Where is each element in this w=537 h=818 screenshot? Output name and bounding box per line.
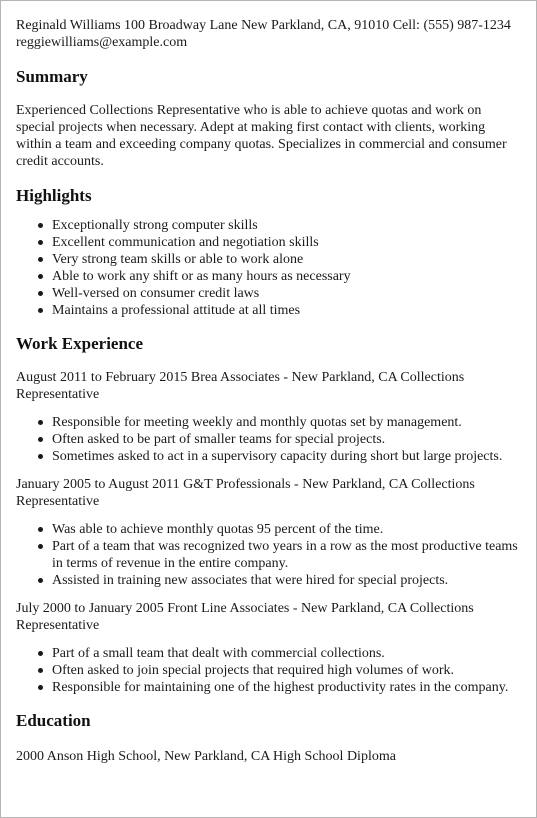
list-item: Exceptionally strong computer skills: [52, 217, 522, 234]
job-title: July 2000 to January 2005 Front Line Associates - New Parkland, CA Collections Representative: [16, 601, 474, 633]
list-item: Often asked to join special projects that required high volumes of work.: [52, 662, 522, 679]
list-item: Excellent communication and negotiation skills: [52, 234, 522, 251]
job-entry: [16, 600, 522, 696]
list-item: Part of a small team that dealt with commercial collections.: [52, 645, 522, 662]
job-title: January 2005 to August 2011 G&T Professionals - New Parkland, CA Collections Representative: [16, 477, 475, 509]
list-item: Very strong team skills or able to work alone: [52, 251, 522, 268]
education-heading: Education: [16, 711, 91, 730]
list-item: Able to work any shift or as many hours as necessary: [52, 268, 522, 285]
contact-email: reggiewilliams@example.com: [16, 35, 188, 50]
contact-line-name-address: Reginald Williams 100 Broadway Lane New Parkland, CA, 91010 Cell: (555) 987-1234: [16, 18, 511, 33]
job-entry: [16, 369, 522, 465]
list-item: Responsible for meeting weekly and monthly quotas set by management.: [52, 414, 522, 431]
job-bullets: [16, 645, 522, 696]
highlights-section: [16, 186, 522, 319]
work-experience-heading: Work Experience: [16, 334, 144, 353]
job-title: August 2011 to February 2015 Brea Associates - New Parkland, CA Collections Representative: [16, 370, 465, 402]
job-bullets: [16, 414, 522, 465]
education-text: 2000 Anson High School, New Parkland, CA High School Diploma: [16, 749, 396, 764]
list-item: Well-versed on consumer credit laws: [52, 285, 522, 302]
highlights-heading: Highlights: [16, 186, 92, 205]
list-item: Was able to achieve monthly quotas 95 percent of the time.: [52, 521, 522, 538]
job-bullets: [16, 521, 522, 589]
summary-section: [16, 67, 522, 170]
list-item: Sometimes asked to act in a supervisory capacity during short but large projects.: [52, 448, 522, 465]
list-item: Part of a team that was recognized two years in a row as the most productive teams in terms of revenue in the entire company.: [52, 538, 522, 572]
list-item: Often asked to be part of smaller teams for special projects.: [52, 431, 522, 448]
highlights-list: [16, 217, 522, 319]
job-entry: [16, 476, 522, 589]
contact-info: [16, 17, 522, 51]
summary-text: Experienced Collections Representative who is able to achieve quotas and work on special projects when necessary. Adept at making first contact with clients, working within a team and exceeding company quotas. Specializes in commercial and consumer credit accounts.: [16, 103, 507, 169]
list-item: Maintains a professional attitude at all times: [52, 302, 522, 319]
list-item: Responsible for maintaining one of the highest productivity rates in the company.: [52, 679, 522, 696]
list-item: Assisted in training new associates that were hired for special projects.: [52, 572, 522, 589]
education-section: [16, 711, 522, 765]
work-experience-section: [16, 334, 522, 696]
summary-heading: Summary: [16, 67, 88, 86]
